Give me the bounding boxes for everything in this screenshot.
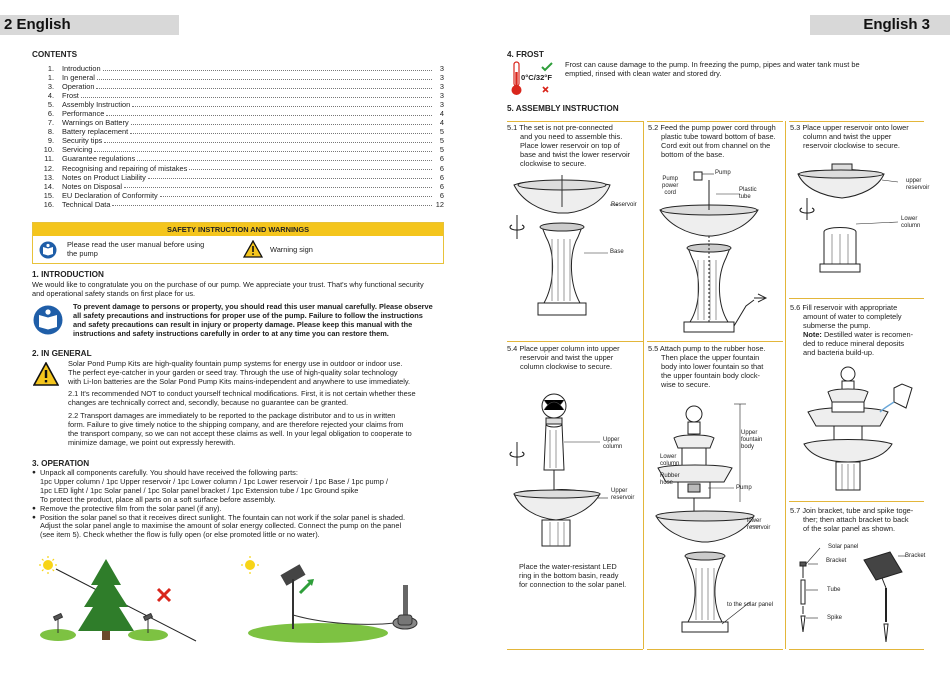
toc-leader (189, 164, 432, 171)
step-5-4-text (507, 345, 620, 372)
row-divider (647, 121, 783, 122)
label-upper-reservoir-2 (611, 488, 634, 502)
toc-number: 1. (47, 73, 54, 83)
toc-number: 15. (43, 190, 54, 200)
row-divider (507, 341, 643, 342)
step-line: Place lower reservoir on top of (520, 140, 620, 150)
list-continuation: Adjust the solar panel angle to maximise the amount of solar energy collected. Connect the pump on the panel (40, 521, 402, 531)
toc-page: 6 (439, 172, 444, 182)
sun-icon (39, 556, 57, 574)
step-line: Then place the upper fountain (661, 352, 760, 362)
label-line: Upper (741, 430, 758, 436)
toc-entry (32, 154, 444, 163)
toc-leader (131, 118, 432, 125)
toc-leader (148, 173, 432, 180)
toc-entry (32, 173, 444, 182)
intro-line-1: We would like to congratulate you on the purchase of our pump. We appreciate your trust. That's why functional security (32, 280, 424, 289)
toc-number: 11. (44, 154, 54, 164)
toc-entry (32, 91, 444, 100)
label-line: reservoir (611, 495, 635, 501)
step-line: bottom of the base. (661, 149, 725, 159)
safety-title: SAFETY INSTRUCTION AND WARNINGS (33, 223, 443, 236)
led-text (519, 563, 626, 590)
row-divider (789, 649, 924, 650)
label-line: body (741, 444, 755, 450)
step-line: ded to reduce mineral deposits (803, 338, 905, 348)
warning-triangle-icon (243, 240, 263, 258)
step-line: 5.1 The set is not pre-connected (507, 123, 613, 132)
column-divider (643, 121, 644, 649)
toc-number: 4. (47, 91, 54, 101)
cross-icon (543, 87, 548, 92)
label-pump: Pump (715, 170, 731, 176)
row-divider (647, 341, 783, 342)
label-rubber-hose (660, 473, 680, 487)
label-lower-reservoir (747, 518, 770, 532)
general-line: 2.2 Transport damages are immediately to be reported to the package distributor and to us in written (68, 411, 396, 420)
toc-number: 12. (43, 163, 54, 173)
frost-title: 4. FROST (507, 50, 544, 59)
frost-temperature: 0°C/32°F (521, 73, 552, 82)
toc-label: Technical Data (62, 199, 111, 209)
general-paragraph-2 (68, 390, 416, 408)
row-divider (789, 298, 924, 299)
toc-entry (32, 191, 444, 200)
toc-leader (106, 109, 432, 116)
toc-number: 9. (47, 136, 54, 146)
operation-list (32, 469, 405, 540)
toc-entry (32, 118, 444, 127)
assembly-title: 5. ASSEMBLY INSTRUCTION (507, 104, 619, 113)
step-line: base and twist the lower reservoir (520, 149, 631, 159)
step-line: reservoir and twist the upper (520, 352, 614, 362)
toc-entry (32, 164, 444, 173)
label-line: reservoir (747, 525, 771, 531)
step-line: clockwise to secure. (520, 158, 587, 168)
label-line: Rubber (660, 473, 680, 479)
label-to-solar-panel: to the solar panel (727, 602, 774, 608)
intro-title: 1. INTRODUCTION (32, 270, 104, 279)
row-divider (789, 501, 924, 502)
label-line: fountain (741, 437, 763, 443)
check-icon (542, 63, 552, 70)
general-line: the transport company, so we can not accept these claims as well. In your legal obligation to cooperate to (68, 428, 412, 438)
toc-leader (130, 127, 432, 134)
step-line: and you need to assemble this. (520, 131, 623, 141)
row-divider (789, 121, 924, 122)
step-line: reservoir clockwise to secure. (803, 140, 900, 150)
sun-position-illustration (36, 555, 206, 645)
step-line: 5.2 Feed the pump power cord through (648, 123, 776, 132)
label-line: column (660, 461, 680, 467)
toc-label: In general (62, 73, 95, 83)
table-of-contents (32, 64, 444, 209)
step-5-3-illustration (794, 160, 904, 280)
toc-label: Notes on Product Liability (62, 172, 146, 182)
toc-entry (32, 145, 444, 154)
step-line: Cord exit out from channel on the (661, 140, 771, 150)
label-line: lower (747, 518, 762, 524)
toc-leader (112, 200, 432, 207)
toc-label: Operation (62, 82, 95, 92)
toc-number: 6. (47, 109, 54, 119)
label-tube: Tube (827, 587, 841, 593)
note-label: Note: (803, 329, 822, 339)
label-upper-reservoir (906, 178, 929, 192)
label-reservoir: Reservoir (611, 202, 637, 208)
general-paragraph-1 (68, 360, 410, 387)
toc-label: Guarantee regulations (62, 154, 136, 164)
frost-line: emptied, rinsed with clean water and stored dry. (565, 68, 722, 78)
step-line: and bacteria build-up. (803, 347, 875, 357)
label-line: Lower (660, 454, 677, 460)
step-5-5-text (648, 345, 766, 390)
label-line: hose (660, 480, 674, 486)
label-pump-power-cord (662, 176, 678, 197)
list-continuation: 1pc LED light / 1pc Solar panel / 1pc Solar panel bracket / 1pc Extension tube / 1pc Ground spike (40, 485, 359, 495)
read-manual-icon (33, 305, 63, 335)
label-line: cord (664, 190, 676, 196)
step-line: plastic tube toward bottom of base. (661, 131, 776, 141)
toc-leader (104, 136, 432, 143)
toc-page: 3 (439, 91, 444, 101)
toc-leader (137, 154, 432, 161)
step-5-7-text (790, 507, 913, 534)
toc-label: Notes on Disposal (62, 181, 122, 191)
toc-page: 4 (439, 118, 444, 128)
toc-page: 6 (439, 181, 444, 191)
warning-triangle-icon (33, 362, 59, 386)
intro-bold-line: and safety precautions can result in injury or property damage. Please keep this manual with the (73, 319, 413, 329)
toc-label: Assembly Instruction (62, 100, 131, 110)
list-continuation: (see item 5). Check whether the flow is fully open (or else promoted little or no water). (40, 530, 320, 540)
read-manual-text-2: the pump (67, 249, 98, 258)
led-line: ring in the bottom basin, ready (519, 570, 619, 580)
step-5-2-text (648, 124, 776, 160)
toc-page: 4 (439, 109, 444, 119)
toc-leader (94, 145, 432, 152)
toc-entry (32, 182, 444, 191)
step-line: column clockwise to secure. (520, 361, 613, 371)
general-line: 2.1 It's recommended NOT to conduct yourself technical modifications. First, it is not certain whether these (68, 389, 416, 398)
toc-entry (32, 200, 444, 209)
label-line: Upper (603, 437, 620, 443)
solar-panel-setup-illustration (238, 555, 438, 645)
toc-entry (32, 73, 444, 82)
toc-number: 16. (43, 199, 54, 209)
label-upper-fountain-body (741, 430, 762, 451)
intro-bold-line: instructions and safety instructions carefully in order to at any time you can restore them. (73, 328, 389, 338)
toc-page: 6 (439, 154, 444, 164)
bullet-item: ● Remove the protective film from the solar panel (if any). (32, 505, 405, 514)
read-manual-text-1: Please read the user manual before using (67, 240, 205, 249)
label-pump-2: Pump (736, 485, 752, 491)
label-line: power (662, 183, 679, 189)
general-line: The perfect eye-catcher in your garden or seed tray. Through the use of high-quality solar technology (68, 367, 398, 377)
label-bracket-2: Bracket (905, 553, 926, 559)
general-line: changes are technically correct and, secondly, because no guarantee can be granted. (68, 397, 349, 407)
general-line: form. Failure to give timely notice to the shipping company, and are therefore rejected your claims from (68, 419, 404, 429)
toc-entry (32, 100, 444, 109)
toc-number: 14. (43, 181, 54, 191)
label-line: column (901, 223, 921, 229)
toc-number: 1. (47, 64, 54, 73)
label-line: tube (739, 194, 751, 200)
page-header-left: 2 English (0, 15, 179, 35)
toc-number: 5. (47, 100, 54, 110)
row-divider (507, 649, 643, 650)
label-line: Upper (611, 488, 628, 494)
general-line: Solar Pond Pump Kits are high-quality fountain pump systems for energy use in outdoor or indoor use. (68, 359, 403, 368)
step-line: wise to secure. (661, 379, 711, 389)
label-line: Lower (901, 216, 918, 222)
label-line: upper (906, 178, 922, 184)
label-upper-column (603, 437, 622, 451)
general-line: with Li-Ion batteries are the Solar Pond Pump Kits mains-independent and anywhere to use immediately. (68, 376, 411, 386)
label-line: Pump (662, 176, 679, 182)
toc-page: 6 (439, 163, 444, 173)
toc-entry (32, 64, 444, 73)
toc-page: 5 (439, 136, 444, 146)
toc-label: Servicing (62, 145, 93, 155)
toc-leader (132, 100, 432, 107)
led-line: for connection to the solar panel. (519, 579, 627, 589)
bullet-item: ● Position the solar panel so that it receives direct sunlight. The fountain can not work if the solar panel is shaded. (32, 514, 405, 523)
step-5-3-text (790, 124, 909, 151)
step-line: column and twist the upper (803, 131, 892, 141)
toc-entry (32, 82, 444, 91)
label-line: column (603, 444, 623, 450)
note-text: Destilled water is recomen- (821, 329, 914, 339)
label-base: Base (610, 249, 624, 255)
label-bracket: Bracket (826, 558, 847, 564)
operation-title: 3. OPERATION (32, 459, 90, 468)
toc-page: 3 (439, 100, 444, 110)
toc-number: 8. (47, 127, 54, 137)
toc-leader (103, 64, 432, 71)
intro-line-2: and operational safety stands on first place for us. (32, 288, 196, 298)
read-manual-icon (39, 241, 57, 259)
toc-leader (96, 82, 432, 89)
column-divider (785, 121, 786, 649)
toc-page: 3 (439, 73, 444, 83)
led-line: Place the water-resistant LED (519, 562, 617, 571)
step-line: ther; then attach bracket to back (803, 514, 909, 524)
toc-entry (32, 127, 444, 136)
intro-bold-line: all safety precautions and instructions for proper use of the pump. Failure to follow the instructions (73, 310, 423, 320)
cross-icon (158, 589, 170, 601)
intro-paragraph (32, 281, 424, 299)
toc-leader (160, 191, 432, 198)
label-solar-panel: Solar panel (828, 544, 859, 550)
label-plastic-tube (739, 187, 757, 201)
label-line: Plastic (739, 187, 757, 193)
general-paragraph-3 (68, 412, 412, 448)
toc-page: 12 (435, 199, 444, 209)
list-continuation: To protect the product, place all parts on a soft surface before assembly. (40, 494, 276, 504)
step-line: body into lower fountain so that (661, 361, 764, 371)
label-lower-column-2 (660, 454, 679, 468)
toc-number: 10. (43, 145, 54, 155)
step-line: 5.4 Place upper column into upper (507, 344, 620, 353)
label-line: reservoir (906, 185, 930, 191)
step-line: of the solar panel as shown. (803, 523, 896, 533)
label-spike: Spike (827, 615, 843, 621)
toc-entry (32, 109, 444, 118)
intro-warning (73, 303, 433, 339)
toc-page: 5 (439, 127, 444, 137)
sun-icon (241, 556, 259, 574)
label-lower-column (901, 216, 920, 230)
step-5-6-text (790, 304, 913, 357)
toc-label: Warnings on Battery (62, 118, 129, 128)
step-line: 5.7 Join bracket, tube and spike toge- (790, 506, 914, 515)
general-title: 2. IN GENERAL (32, 349, 92, 358)
bullet-item: ● Unpack all components carefully. You should have received the following parts: (32, 469, 405, 478)
toc-label: Introduction (62, 64, 101, 73)
safety-box (32, 222, 444, 264)
row-divider (647, 649, 783, 650)
step-line: the upper fountain body clock- (661, 370, 761, 380)
step-line: 5.5 Attach pump to the rubber hose. (648, 344, 766, 353)
toc-page: 5 (439, 145, 444, 155)
step-line: 5.6 Fill reservoir with appropriate (790, 303, 898, 312)
row-divider (507, 121, 643, 122)
toc-leader (81, 91, 432, 98)
toc-page: 6 (439, 190, 444, 200)
toc-entry (32, 136, 444, 145)
page-header-right: English 3 (810, 15, 950, 35)
contents-title: CONTENTS (32, 50, 78, 59)
toc-page: 3 (439, 64, 444, 73)
toc-page: 3 (439, 82, 444, 92)
toc-label: Battery replacement (62, 127, 129, 137)
toc-number: 3. (47, 82, 54, 92)
step-line: amount of water to completely (803, 311, 902, 321)
toc-leader (97, 73, 432, 80)
step-line: 5.3 Place upper reservoir onto lower (790, 123, 909, 132)
toc-label: Recognising and repairing of mistakes (62, 163, 188, 173)
toc-number: 13. (43, 172, 54, 182)
step-5-4-illustration (508, 386, 638, 556)
warning-sign-text: Warning sign (270, 245, 313, 254)
toc-label: EU Declaration of Conformity (62, 190, 158, 200)
step-line: submerse the pump. (803, 320, 871, 330)
step-5-6-illustration (802, 362, 922, 494)
toc-label: Frost (62, 91, 79, 101)
frost-line: Frost can cause damage to the pump. In freezing the pump, pipes and water tank must be (565, 60, 860, 69)
toc-label: Performance (62, 109, 105, 119)
list-continuation: 1pc Upper column / 1pc Upper reservoir / 1pc Lower column / 1pc Lower reservoir / 1pc Base / 1pc pump / (40, 476, 388, 486)
general-line: minimize damage, we point out expressly herewith. (68, 437, 236, 447)
toc-number: 7. (47, 118, 54, 128)
intro-bold-line: To prevent damage to persons or property, you should read this user manual carefully. Please observe (73, 302, 433, 311)
toc-label: Security tips (62, 136, 103, 146)
toc-leader (124, 182, 432, 189)
frost-text (565, 61, 860, 79)
step-5-1-text (507, 124, 630, 169)
